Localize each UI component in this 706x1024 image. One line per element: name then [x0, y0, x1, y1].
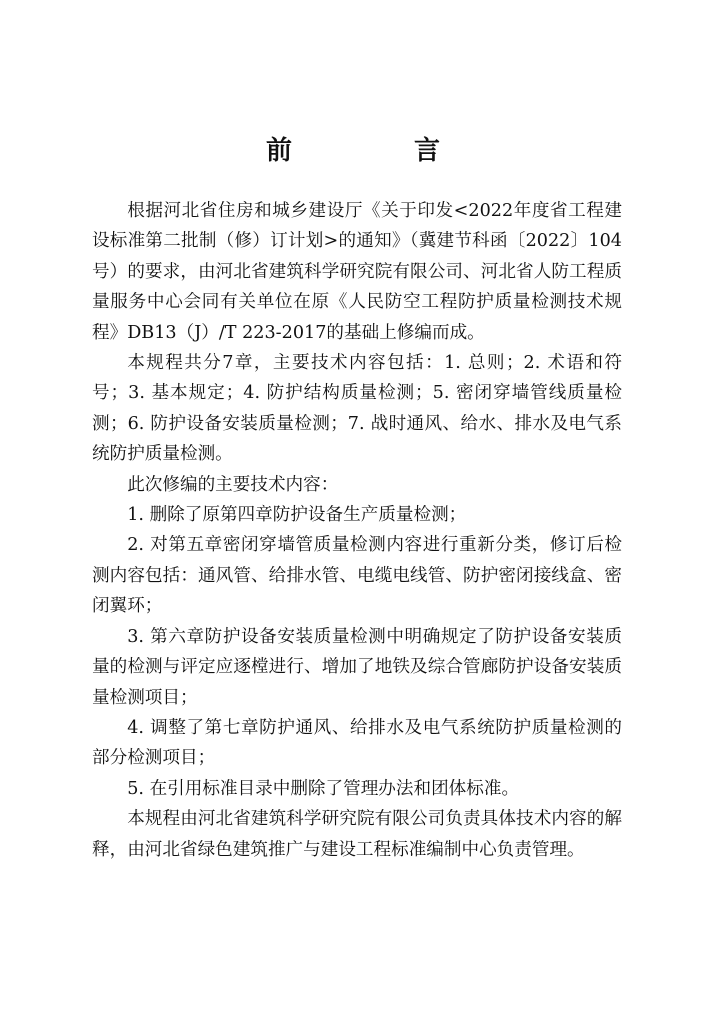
- paragraph-responsibility: 本规程由河北省建筑科学研究院有限公司负责具体技术内容的解释，由河北省绿色建筑推广与建设工程标准编制中心负责管理。: [92, 809, 622, 860]
- paragraph-intro: 根据河北省住房和城乡建设厅《关于印发<2022年度省工程建设标准第二批制（修）订计划>的通知》（冀建节科函〔2022〕104号）的要求，由河北省建筑科学研究院有限公司、河北省人防工程质量服务中心会同有关单位在原《人民防空工程防护质量检测技术规程》DB13（J）/T 223-2017的基础上修编而成。: [92, 201, 622, 343]
- document-body: [92, 196, 622, 865]
- paragraph-revision-heading: 此次修编的主要技术内容：: [127, 474, 339, 495]
- paragraph-contents: 本规程共分7章，主要技术内容包括：1. 总则；2. 术语和符号；3. 基本规定；4. 防护结构质量检测；5. 密闭穿墙管线质量检测；6. 防护设备安装质量检测；7. 战时通风、给水、排水及电气系统防护质量检测。: [92, 353, 622, 465]
- revision-item-3: 3. 第六章防护设备安装质量检测中明确规定了防护设备安装质量的检测与评定应逐樘进行、增加了地铁及综合管廊防护设备安装质量检测项目；: [92, 626, 622, 708]
- revision-item-5: 5. 在引用标准目录中删除了管理办法和团体标准。: [127, 778, 520, 799]
- page-title: 前 言: [265, 136, 488, 166]
- revision-item-1: 1. 删除了原第四章防护设备生产质量检测；: [127, 505, 467, 526]
- revision-item-2: 2. 对第五章密闭穿墙管质量检测内容进行重新分类，修订后检测内容包括：通风管、给排水管、电缆电线管、防护密闭接线盒、密闭翼环；: [92, 535, 622, 617]
- revision-item-4: 4. 调整了第七章防护通风、给排水及电气系统防护质量检测的部分检测项目；: [92, 717, 622, 769]
